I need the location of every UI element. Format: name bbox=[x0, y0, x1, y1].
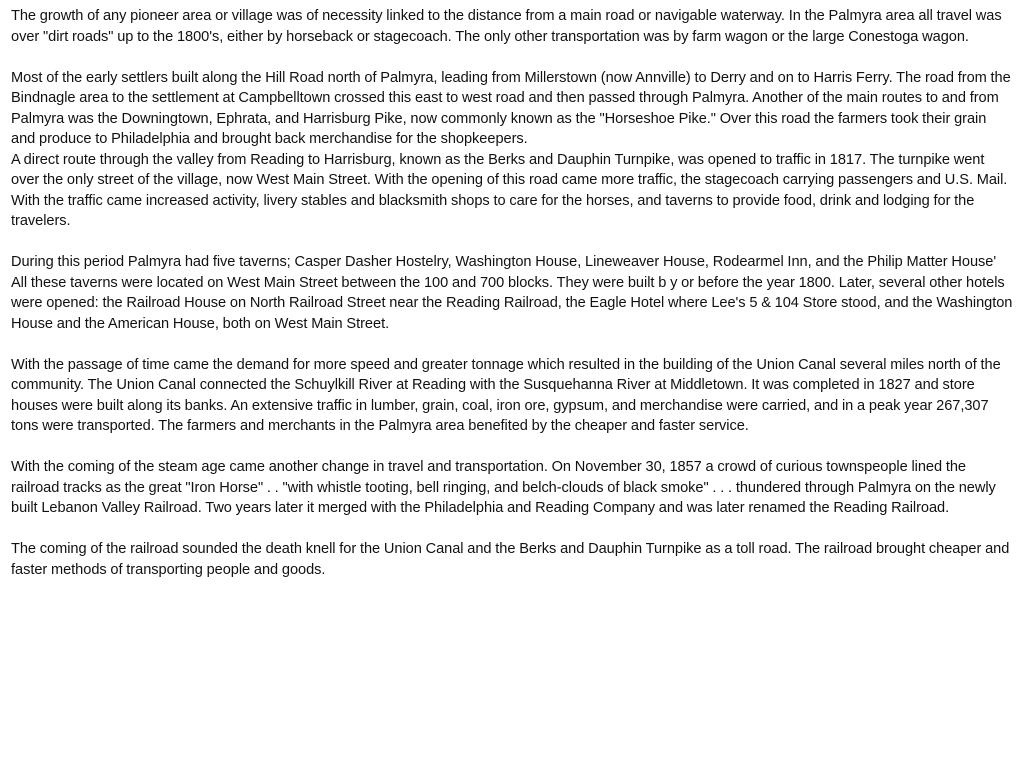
paragraph-union-canal: With the passage of time came the demand for more speed and greater tonnage which resulted in the building of the Union Canal several miles north of the community. The Union Canal connected the Schuylkill River at Reading with the Susquehanna River at Middletown. It was completed in 1827 and store houses were built along its banks. An extensive traffic in lumber, grain, coal, iron ore, gypsum, and merchandise were carried, and in a peak year 267,307 tons were transported. The farmers and merchants in the Palmyra area benefited by the cheaper and faster service. bbox=[11, 356, 1001, 434]
paragraph-spacer bbox=[11, 437, 1014, 458]
paragraph-steam-age: With the coming of the steam age came another change in travel and transportation. On November 30, 1857 a crowd of curious townspeople lined the railroad tracks as the great "Iron Horse" . . "with whistle tooting, bell ringing, and belch-clouds of black smoke" . . . thundered through Palmyra on the newly built Lebanon Valley Railroad. Two years later it merged with the Philadelphia and Reading Company and was later renamed the Reading Railroad. bbox=[11, 459, 996, 516]
paragraph-turnpike: A direct route through the valley from Reading to Harrisburg, known as the Berks and Dauphin Turnpike, was opened to traffic in 1817. The turnpike went over the only street of the village, now West Main Street. With the opening of this road came more traffic, the stagecoach carrying passengers and U.S. Mail. With the traffic came increased activity, livery stables and blacksmith shops to care for the horses, and taverns to provide food, drink and lodging for the travelers. bbox=[11, 151, 1008, 229]
paragraph-spacer bbox=[11, 47, 1014, 68]
paragraph-taverns: During this period Palmyra had five taverns; Casper Dasher Hostelry, Washington House, Lineweaver House, Rodearmel Inn, and the Philip Matter House' All these taverns were located on West Main Street between the 100 and 700 blocks. They were built b y or before the year 1800. Later, several other hotels were opened: the Railroad House on North Railroad Street near the Reading Railroad, the Eagle Hotel where Lee's 5 & 104 Store stood, and the Washington House and the American House, both on West Main Street. bbox=[11, 254, 1013, 332]
paragraph-spacer bbox=[11, 334, 1014, 355]
paragraph-pioneer-roads: The growth of any pioneer area or village was of necessity linked to the distance from a main road or navigable waterway. In the Palmyra area all travel was over "dirt roads" up to the 1800's, either by horseback or stagecoach. The only other transportation was by farm wagon or the large Conestoga wagon. bbox=[11, 8, 1002, 45]
paragraph-spacer bbox=[11, 519, 1014, 540]
paragraph-spacer bbox=[11, 232, 1014, 253]
paragraph-railroad: The coming of the railroad sounded the death knell for the Union Canal and the Berks and Dauphin Turnpike as a toll road. The railroad brought cheaper and faster methods of transporting people and goods. bbox=[11, 541, 1010, 578]
paragraph-early-settlers: Most of the early settlers built along the Hill Road north of Palmyra, leading from Millerstown (now Annville) to Derry and on to Harris Ferry. The road from the Bindnagle area to the settlement at Campbelltown crossed this east to west road and then passed through Palmyra. Another of the main routes to and from Palmyra was the Downingtown, Ephrata, and Harrisburg Pike, now commonly known as the "Horseshoe Pike." Over this road the farmers took their grain and produce to Philadelphia and brought back merchandise for the shopkeepers. bbox=[11, 69, 1011, 147]
